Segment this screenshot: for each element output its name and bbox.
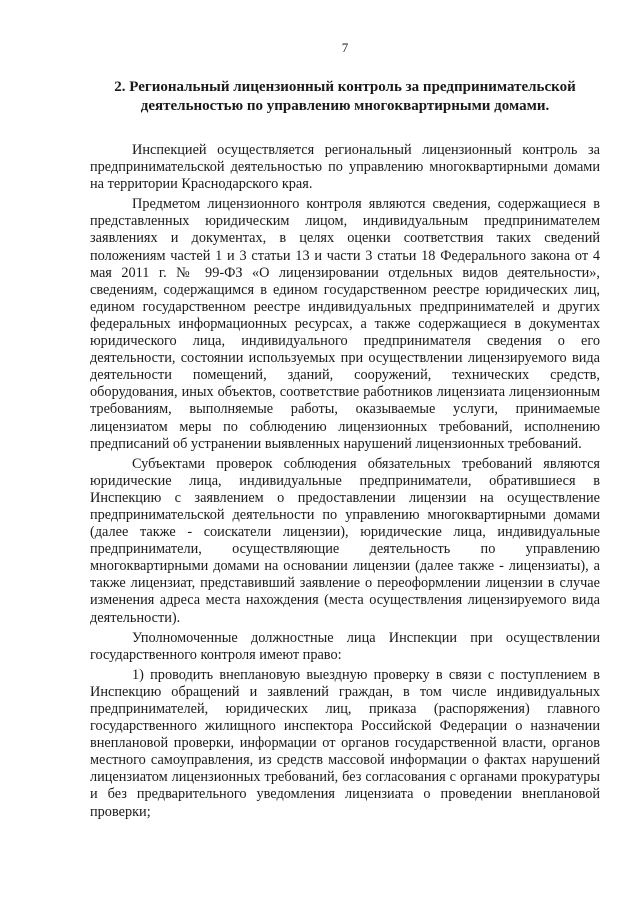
paragraph-license-control-intro: Инспекцией осуществляется региональный лицензионный контроль за предпринимательской деятельностью по управлению многоквартирными домами на территории Краснодарского края. <box>90 142 600 193</box>
section-title-line-2: деятельностью по управлению многоквартирными домами. <box>140 98 550 114</box>
paragraph-right-1-unscheduled-inspection: 1) проводить внеплановую выездную проверку в связи с поступлением в Инспекцию обращений и заявлений граждан, в том числе индивидуальных предпринимателей, юридических лиц, приказа (распоряжения) главного государственного жилищного инспектора Российской Федерации о назначении внеплановой проверки, информации от органов государственной власти, органов местного самоуправления, из средств массовой информации о фактах нарушений лицензиатом лицензионных требований, без согласования с органами прокуратуры и без предварительного уведомления лицензиата о проведении внеплановой проверки; <box>90 666 600 820</box>
page-number: 7 <box>341 40 349 55</box>
paragraph-officials-rights: Уполномоченные должностные лица Инспекции при осуществлении государственного контроля имеют право: <box>90 629 600 663</box>
section-title-line-1: 2. Региональный лицензионный контроль за предпринимательской <box>114 79 576 95</box>
section-title <box>90 78 600 116</box>
paragraph-subjects-of-inspection: Субъектами проверок соблюдения обязательных требований являются юридические лица, индивидуальные предприниматели, обратившиеся в Инспекцию с заявлением о предоставлении лицензии на осуществление предпринимательской деятельности по управлению многоквартирными домами (далее также - соискатели лицензии), юридические лица, индивидуальные предприниматели, осуществляющие деятельность по управлению многоквартирными домами на основании лицензии (далее также - лицензиаты), а также лицензиат, представивший заявление о переоформлении лицензии в случае изменения адреса места нахождения (места осуществления лицензируемого вида деятельности). <box>90 455 600 626</box>
paragraph-subject-of-control: Предметом лицензионного контроля являются сведения, содержащиеся в представленных юридическим лицом, индивидуальным предпринимателем заявлениях и документах, в целях оценки соответствия таких сведений положениям частей 1 и 3 статьи 13 и части 3 статьи 18 Федерального закона от 4 мая 2011 г. № 99-ФЗ «О лицензировании отдельных видов деятельности», сведениям, содержащимся в едином государственном реестре юридических лиц, едином государственном реестре индивидуальных предпринимателей и других федеральных информационных ресурсах, а также содержащиеся в документах юридического лица, индивидуального предпринимателя сведения о его деятельности, состоянии используемых при осуществлении лицензируемого вида деятельности помещений, зданий, сооружений, технических средств, оборудования, иных объектов, соответствие работников лицензиата лицензионным требованиям, выполняемые работы, оказываемые услуги, принимаемые лицензиатом меры по соблюдению лицензионных требований, исполнению предписаний об устранении выявленных нарушений лицензионных требований. <box>90 196 600 452</box>
